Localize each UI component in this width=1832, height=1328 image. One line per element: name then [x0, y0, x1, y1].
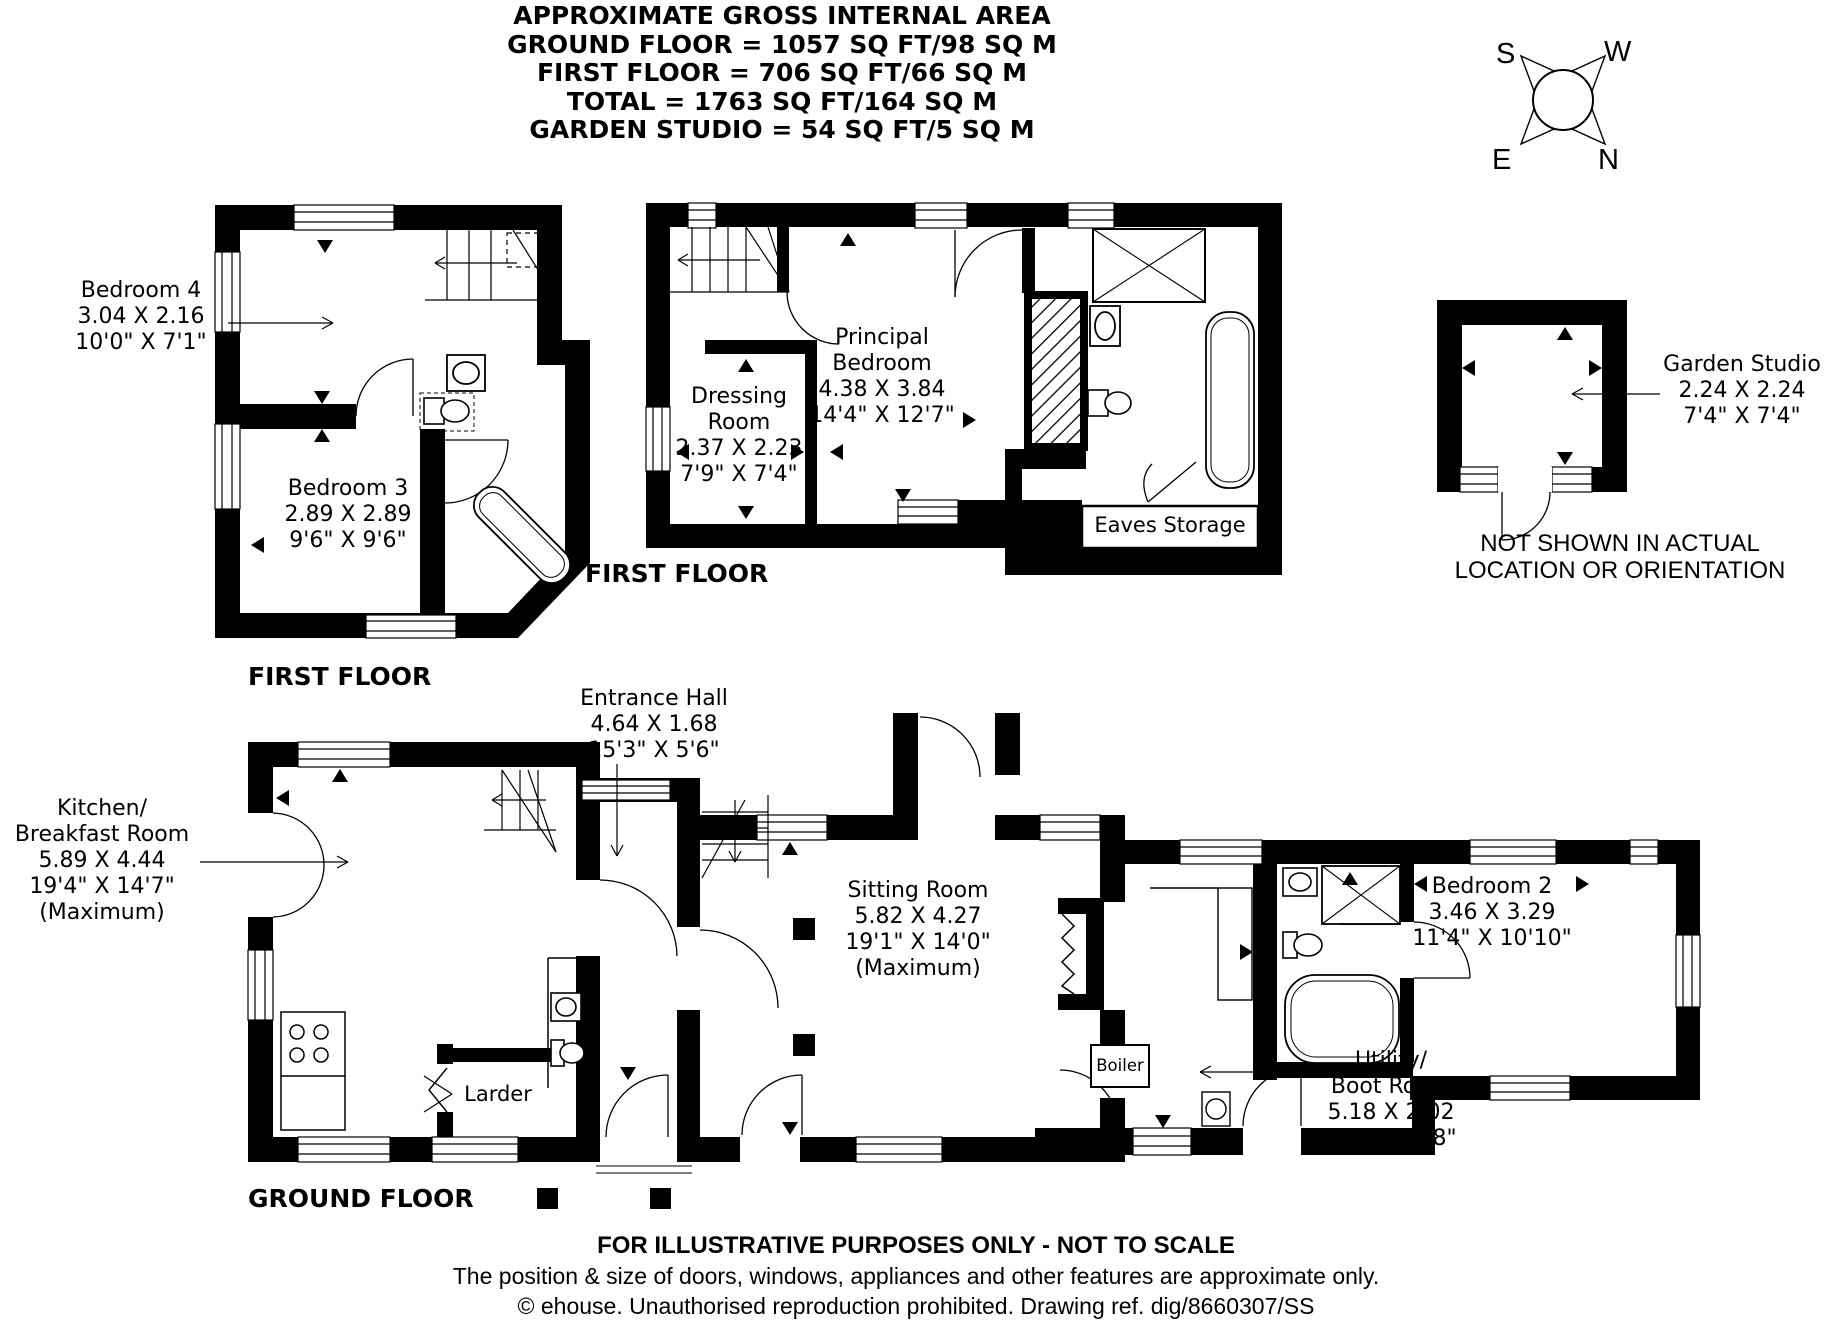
door-gap	[248, 813, 1301, 1162]
garden-studio-imperial: 7'4" X 7'4"	[1683, 404, 1801, 429]
first-floor-left-plan	[215, 205, 590, 638]
sitting-room-imperial: 19'1" X 14'0"	[845, 930, 991, 955]
toilet-icon	[420, 393, 474, 431]
porch-wall	[995, 713, 1020, 775]
porch-post	[650, 1188, 671, 1209]
boiler-label: Boiler	[1096, 1056, 1144, 1075]
wardrobe-icon	[1028, 295, 1084, 447]
bath-icon	[1206, 312, 1254, 488]
door-arc	[1144, 462, 1196, 502]
area-summary-total: TOTAL = 1763 SQ FT/164 SQ M	[566, 86, 998, 116]
wall-stub	[1005, 469, 1022, 524]
toilet-icon	[1283, 932, 1322, 958]
kitchen-imperial: 19'4" X 14'7"	[29, 874, 175, 899]
garden-studio-note	[1430, 530, 1810, 584]
kitchen-qualifier: (Maximum)	[39, 900, 165, 925]
garden-studio-plan	[1437, 300, 1660, 540]
principal-bedroom-imperial: 14'4" X 12'7"	[809, 403, 955, 428]
wardrobe-base	[1005, 449, 1086, 469]
sink-icon	[447, 355, 485, 391]
wall-stub	[1022, 228, 1035, 293]
sitting-room-qualifier: (Maximum)	[855, 956, 981, 981]
entrance-hall-name: Entrance Hall	[580, 686, 728, 711]
dressing-room-name-2: Room	[707, 410, 771, 435]
garden-studio-note-2: LOCATION OR ORIENTATION	[1454, 557, 1786, 584]
entrance-hall-imperial: 15'3" X 5'6"	[588, 738, 720, 763]
footer-disclaimer: FOR ILLUSTRATIVE PURPOSES ONLY - NOT TO SCALE	[597, 1232, 1235, 1259]
area-summary-ground: GROUND FLOOR = 1057 SQ FT/98 SQ M	[507, 29, 1057, 59]
porch-wall	[893, 713, 918, 815]
sink-icon	[1090, 306, 1120, 346]
area-summary-title: APPROXIMATE GROSS INTERNAL AREA	[513, 1, 1051, 30]
bifold-door	[429, 1068, 447, 1112]
footer-approximate-note: The position & size of doors, windows, appliances and other features are approximate only.	[452, 1263, 1380, 1289]
area-summary-studio: GARDEN STUDIO = 54 SQ FT/5 SQ M	[529, 115, 1035, 144]
dressing-room-name-1: Dressing	[691, 384, 787, 409]
sitting-room-name: Sitting Room	[847, 878, 989, 903]
toilet-icon	[1088, 390, 1131, 416]
garden-studio-name: Garden Studio	[1663, 352, 1821, 377]
kitchen-name-2: Breakfast Room	[14, 822, 190, 847]
entrance-hall-metric: 4.64 X 1.68	[590, 712, 718, 737]
first-floor-left-label: FIRST FLOOR	[248, 662, 432, 691]
utility-label	[1316, 1048, 1466, 1152]
compass-east: E	[1492, 144, 1512, 176]
eaves-storage-label: Eaves Storage	[1094, 513, 1246, 537]
interior-wall	[437, 1112, 453, 1137]
stairs-icon	[484, 770, 556, 852]
compass-north: N	[1598, 144, 1619, 176]
kitchen-metric: 5.89 X 4.44	[38, 848, 166, 873]
principal-bedroom-name-2: Bedroom	[832, 351, 932, 376]
stairs-icon	[670, 227, 789, 292]
entrance-hall-label	[568, 686, 740, 764]
bedroom3-metric: 2.89 X 2.89	[284, 502, 412, 527]
utility-metric: 5.18 X 2.02	[1327, 1100, 1455, 1125]
sitting-room-metric: 5.82 X 4.27	[854, 904, 982, 929]
bedroom4-name: Bedroom 4	[80, 278, 202, 303]
dressing-room-label	[660, 384, 818, 488]
utility-imperial: 17'0" X 6'8"	[1325, 1126, 1457, 1151]
wall	[1100, 1010, 1125, 1045]
kitchen-label	[0, 796, 204, 926]
sink-icon	[551, 993, 581, 1021]
bedroom2-name: Bedroom 2	[1431, 874, 1553, 899]
principal-bedroom-metric: 4.38 X 3.84	[818, 377, 946, 402]
interior-wall	[240, 404, 356, 429]
compass-south: S	[1496, 38, 1516, 70]
post	[793, 918, 815, 940]
porch-steps	[596, 1166, 692, 1173]
footer	[416, 1231, 1416, 1321]
principal-bedroom-name-1: Principal	[835, 325, 929, 350]
dimension-arrows	[1462, 327, 1602, 465]
compass-icon	[1521, 56, 1605, 144]
utility-name-1: Utility/	[1354, 1048, 1428, 1073]
door-gap	[1498, 467, 1552, 492]
hob-icon	[281, 1012, 345, 1130]
shower-icon	[1322, 866, 1400, 924]
footer-copyright: © ehouse. Unauthorised reproduction prohibited. Drawing ref. dig/8660307/SS	[517, 1293, 1315, 1319]
area-summary	[382, 2, 1182, 145]
bedroom4-imperial: 10'0" X 7'1"	[75, 330, 207, 355]
shower-icon	[1093, 229, 1205, 302]
walls	[1437, 300, 1627, 492]
utility-name-2: Boot Room	[1330, 1074, 1452, 1099]
wall	[1100, 840, 1125, 902]
bedroom4-metric: 3.04 X 2.16	[77, 304, 205, 329]
post	[793, 1034, 815, 1056]
cupboard-icon	[1150, 888, 1252, 1000]
bath-icon	[467, 480, 577, 590]
garden-studio-metric: 2.24 X 2.24	[1678, 378, 1806, 403]
bedroom3-name: Bedroom 3	[287, 476, 409, 501]
kitchen-name-1: Kitchen/	[56, 796, 148, 821]
porch-post	[537, 1188, 558, 1209]
garden-studio-note-1: NOT SHOWN IN ACTUAL	[1480, 530, 1760, 557]
bedroom3-imperial: 9'6" X 9'6"	[289, 528, 407, 553]
fireplace-icon	[1058, 898, 1104, 1010]
area-summary-first: FIRST FLOOR = 706 SQ FT/66 SQ M	[536, 58, 1028, 87]
principal-bedroom-label	[798, 325, 966, 429]
interior-wall	[437, 1044, 453, 1064]
bedroom4-label	[55, 278, 227, 356]
larder-label: Larder	[464, 1082, 532, 1106]
interior-wall	[1253, 864, 1277, 1080]
walls	[248, 742, 600, 1162]
bedroom2-imperial: 11'4" X 10'10"	[1412, 926, 1572, 951]
ground-floor-label: GROUND FLOOR	[248, 1184, 474, 1213]
label-pointer	[228, 317, 333, 329]
sitting-room-label	[832, 878, 1004, 982]
garden-studio-label	[1652, 352, 1832, 430]
sink-icon	[1283, 868, 1317, 896]
first-floor-main-label: FIRST FLOOR	[585, 559, 769, 588]
bedroom3-label	[262, 476, 434, 554]
washing-machine-icon	[1202, 1092, 1230, 1126]
compass-west: W	[1604, 36, 1632, 68]
bedroom2-label	[1398, 874, 1586, 952]
dressing-room-metric: 2.37 X 2.23	[675, 436, 803, 461]
dressing-room-imperial: 7'9" X 7'4"	[680, 462, 798, 487]
bedroom2-metric: 3.46 X 3.29	[1428, 900, 1556, 925]
